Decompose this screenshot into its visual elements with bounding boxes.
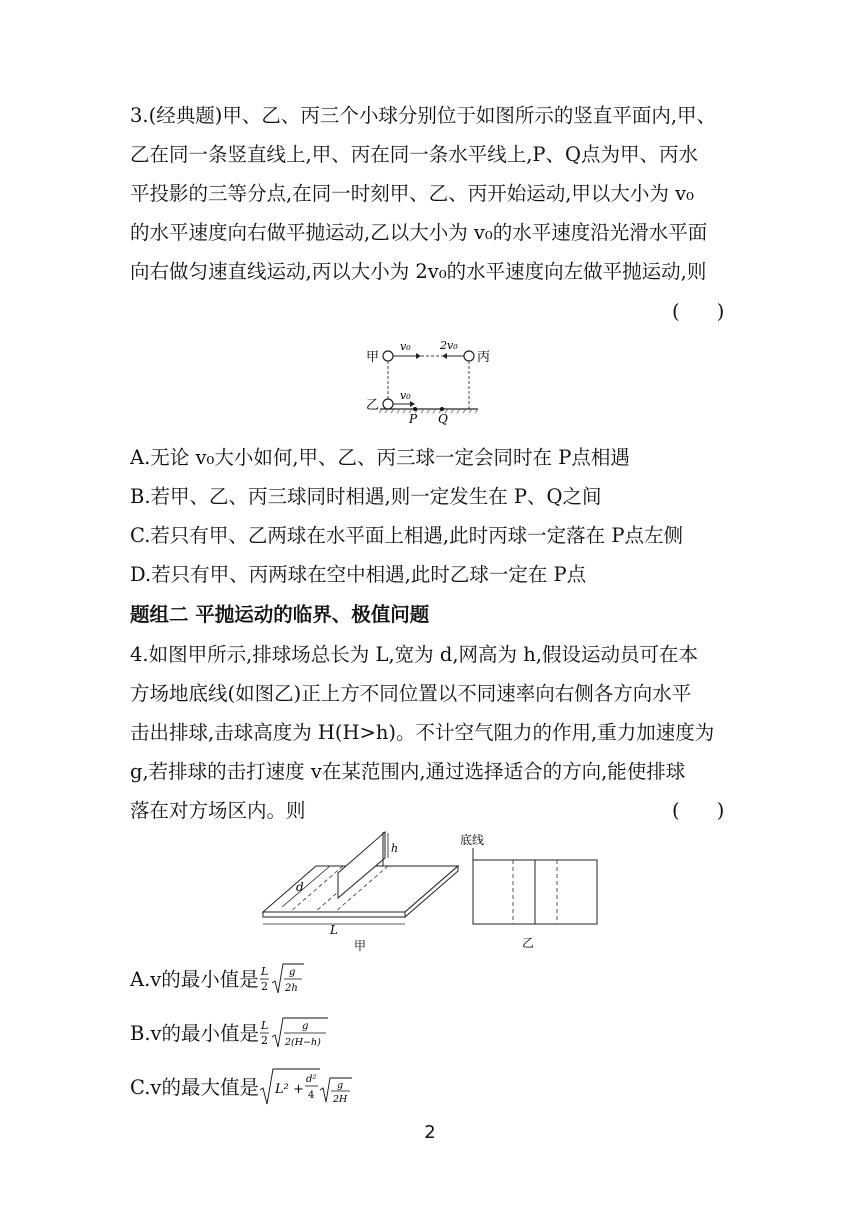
b-2: 2 [261, 1034, 268, 1047]
fig4-caption-jia: 甲 [354, 939, 367, 953]
q3-option-a: A.无论 v₀大小如何,甲、乙、丙三球一定会同时在 P点相遇 [130, 446, 630, 469]
ball-yi [383, 399, 393, 409]
ball-bing [464, 351, 474, 361]
q4-answer-paren: ( ) [672, 799, 725, 822]
point-Q [440, 407, 444, 411]
ground-hatch [379, 409, 478, 413]
fig3-v-top: v₀ [400, 340, 411, 353]
page-number: 2 [424, 1122, 436, 1143]
q3-option-b: B.若甲、乙、丙三球同时相遇,则一定发生在 P、Q之间 [130, 485, 602, 508]
q4-line-1: 4.如图甲所示,排球场总长为 L,宽为 d,网高为 h,假设运动员可在本 [130, 643, 698, 666]
b-g: g [302, 1021, 309, 1032]
court-front-face [263, 912, 405, 917]
q4-option-b-formula [258, 1016, 338, 1052]
fig3-P: P [409, 412, 418, 426]
q3-line-1: 3.(经典题)甲、乙、丙三个小球分别位于如图所示的竖直平面内,甲、 [130, 104, 717, 127]
c-d2: d² [306, 1074, 317, 1085]
q4-option-a-prefix: A.v的最小值是 [130, 968, 259, 991]
c-g: g [337, 1080, 344, 1091]
q3-line-4: 的水平速度向右做平抛运动,乙以大小为 v₀的水平速度沿光滑水平面 [130, 221, 708, 244]
b-L: L [261, 1019, 269, 1032]
ball-jia [383, 351, 393, 361]
fig3-label-bing: 丙 [477, 350, 491, 365]
q3-answer-paren: ( ) [672, 300, 725, 323]
fig4-baseline-label: 底线 [460, 833, 485, 847]
q3-option-d: D.若只有甲、丙两球在空中相遇,此时乙球一定在 P点 [130, 563, 587, 586]
q3-line-3: 平投影的三等分点,在同一时刻甲、乙、丙开始运动,甲以大小为 v₀ [130, 182, 694, 205]
fig4-L: L [330, 923, 338, 937]
q4-option-b-prefix: B.v的最小值是 [130, 1022, 260, 1045]
q3-figure [360, 333, 510, 426]
q4-line-4: g,若排球的击打速度 v在某范围内,通过选择适合的方向,能使排球 [130, 760, 686, 783]
fig4-h: h [391, 842, 399, 855]
c-4: 4 [308, 1090, 315, 1101]
q4-option-b [130, 1020, 259, 1048]
q4-option-c-prefix: C.v的最大值是 [130, 1076, 259, 1099]
q4-option-c-formula [258, 1066, 358, 1108]
a-den: 2h [285, 983, 298, 994]
q4-figure-yi [460, 830, 608, 952]
fig4-caption-yi: 乙 [522, 936, 535, 950]
q4-figure-jia [258, 828, 468, 954]
fig3-Q: Q [438, 412, 448, 426]
q4-line-5: 落在对方场区内。则 [130, 799, 306, 822]
q3-line-5: 向右做匀速直线运动,丙以大小为 2v₀的水平速度向左做平抛运动,则 [130, 260, 707, 283]
c-L2: L² [275, 1082, 289, 1097]
a-L: L [261, 965, 269, 978]
q4-line-3: 击出排球,击球高度为 H(H>h)。不计空气阻力的作用,重力加速度为 [130, 721, 715, 744]
group2-heading: 题组二 平抛运动的临界、极值问题 [130, 603, 430, 626]
fig4-d: d [296, 880, 304, 894]
q4-option-c [130, 1074, 259, 1102]
fig3-2v-top: 2v₀ [440, 339, 458, 352]
q4-option-a-formula [258, 962, 318, 998]
fig3-v-bottom: v₀ [400, 389, 411, 402]
c-plus: + [293, 1082, 304, 1097]
q4-option-a [130, 966, 259, 994]
a-2: 2 [261, 980, 268, 993]
fig3-label-yi: 乙 [366, 398, 380, 413]
q3-line-2: 乙在同一条竖直线上,甲、丙在同一条水平线上,P、Q点为甲、丙水 [130, 143, 699, 166]
c-den: 2H [333, 1094, 348, 1105]
a-g: g [289, 967, 296, 978]
fig3-label-jia: 甲 [366, 350, 380, 365]
q4-line-2: 方场地底线(如图乙)正上方不同位置以不同速率向右侧各方向水平 [130, 682, 692, 705]
q3-option-c: C.若只有甲、乙两球在水平面上相遇,此时丙球一定落在 P点左侧 [130, 524, 683, 547]
b-den: 2(H−h) [285, 1037, 321, 1048]
point-P [413, 407, 417, 411]
